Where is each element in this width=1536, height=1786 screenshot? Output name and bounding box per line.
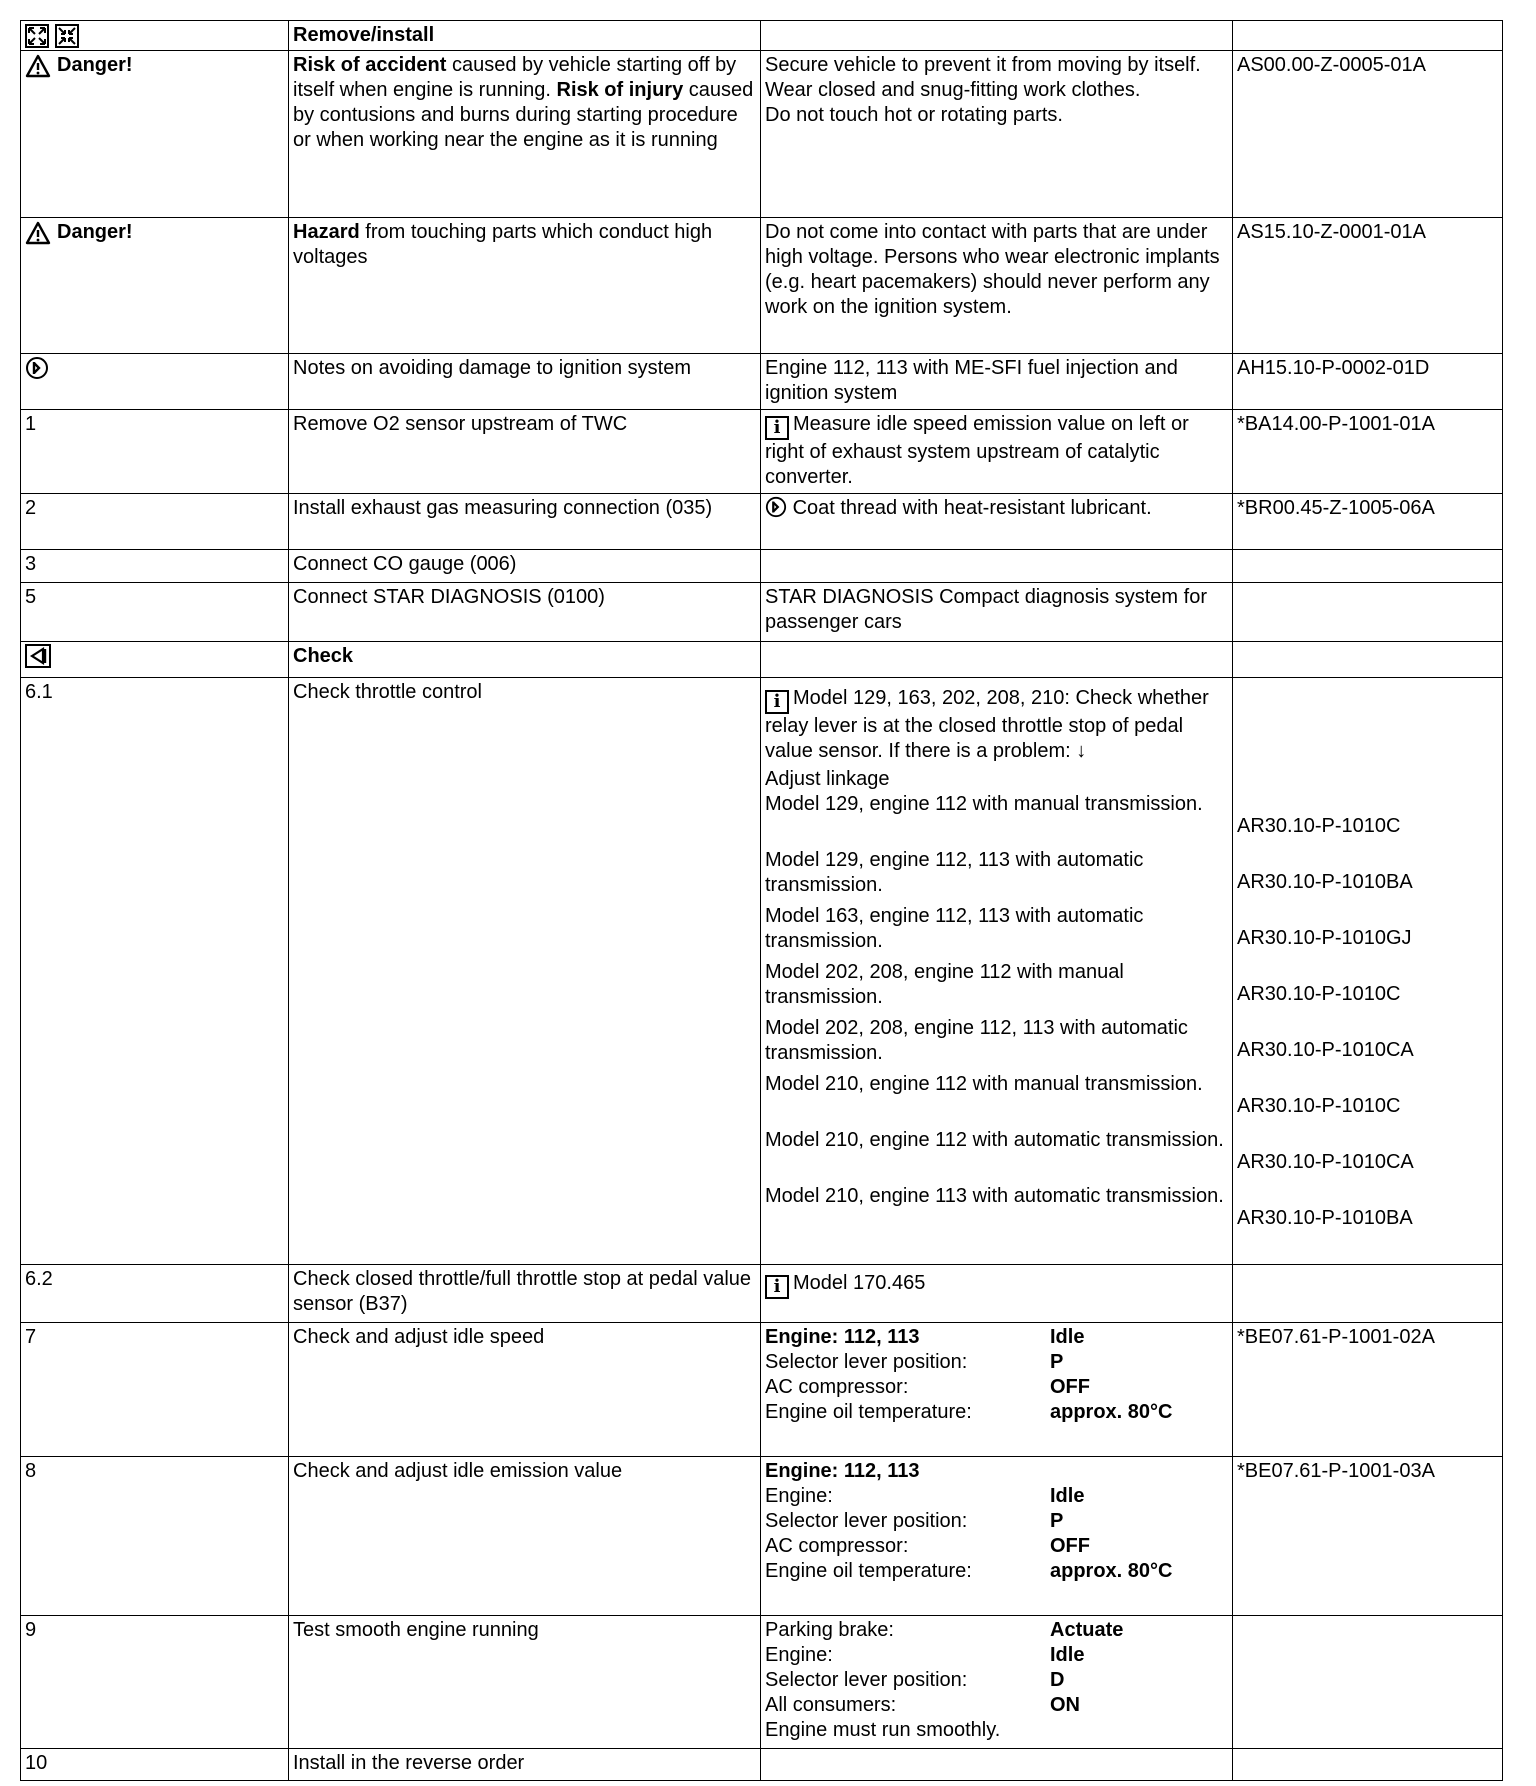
danger-row-voltage xyxy=(21,218,1503,354)
model-item: Model 210, engine 113 with automatic transmission. xyxy=(765,1185,1224,1207)
step-text: Connect CO gauge (006) xyxy=(289,550,761,583)
spec-key: AC compressor: xyxy=(765,1535,909,1557)
spec-key: Selector lever position: xyxy=(765,1510,968,1532)
step-row xyxy=(21,550,1503,583)
notes-reference: AH15.10-P-0002-01D xyxy=(1233,354,1503,410)
step-text: Check throttle control xyxy=(289,678,761,1265)
spec-value: OFF xyxy=(1050,1376,1090,1398)
step-row xyxy=(21,678,1503,1265)
adjust-linkage-label: Adjust linkage xyxy=(765,768,890,790)
spec-key: Selector lever position: xyxy=(765,1351,968,1373)
model-reference: AR30.10-P-1010C xyxy=(1237,1095,1401,1117)
spec-key: Engine: xyxy=(765,1644,833,1666)
step-text: Install exhaust gas measuring connection (035) xyxy=(289,494,761,550)
step-reference: *BR00.45-Z-1005-06A xyxy=(1233,494,1503,550)
section-title-check: Check xyxy=(289,642,761,678)
danger-reference: AS00.00-Z-0005-01A xyxy=(1233,51,1503,218)
check-flag-icon xyxy=(25,644,51,668)
step-row xyxy=(21,1616,1503,1749)
collapse-arrows-icon xyxy=(55,24,79,48)
danger-label: Danger! xyxy=(25,220,133,245)
step-number: 2 xyxy=(21,494,289,550)
step-text: Check closed throttle/full throttle stop at pedal value sensor (B37) xyxy=(289,1265,761,1323)
warning-triangle-icon xyxy=(25,54,51,78)
spec-value: ON xyxy=(1050,1694,1080,1716)
step-reference: *BA14.00-P-1001-01A xyxy=(1233,410,1503,494)
model-reference: AR30.10-P-1010CA xyxy=(1237,1039,1414,1061)
step-detail: i Measure idle speed emission value on left or right of exhaust system upstream of catalytic converter. xyxy=(761,410,1233,494)
step-detail: i Model 129, 163, 202, 208, 210: Check whether relay lever is at the closed throttle stop of pedal value sensor. If there is a problem: ↓ Adjust linkage Model 129, engine 112 with manual transmission. Model 129, engine 112, 113 with automatic transmission. Model 163, engine 112, 113 with automatic transmission. Model 202, 208, engine 112 with manual transmission. Model 202, 208, engine 112, 113 with automatic transmission. Model 210, engine 112 with manual transmission. Model 210, engine 112 with automatic transmission. Model 210, engine 113 with automatic transmission. xyxy=(761,678,1233,1265)
spec-value: approx. 80°C xyxy=(1050,1401,1173,1423)
spec-list xyxy=(765,1484,1228,1584)
step-number: 5 xyxy=(21,583,289,642)
danger-row-accident xyxy=(21,51,1503,218)
spec-heading: Engine: 112, 113 xyxy=(765,1460,920,1482)
spec-value: P xyxy=(1050,1351,1064,1373)
model-item: Model 202, 208, engine 112 with manual transmission. xyxy=(765,961,1124,1008)
step-row xyxy=(21,1323,1503,1457)
step-row xyxy=(21,1457,1503,1616)
step-number: 9 xyxy=(21,1616,289,1749)
step-text: Test smooth engine running xyxy=(289,1616,761,1749)
note-circle-icon xyxy=(25,356,49,380)
spec-value: OFF xyxy=(1050,1535,1090,1557)
spec-value: P xyxy=(1050,1510,1064,1532)
procedure-table xyxy=(20,20,1503,1781)
step-detail xyxy=(761,1457,1233,1616)
model-item: Model 129, engine 112 with manual transmission. xyxy=(765,793,1203,815)
spec-value: Idle xyxy=(1050,1485,1085,1507)
spec-key: AC compressor: xyxy=(765,1376,909,1398)
step-detail: i Model 170.465 xyxy=(761,1265,1233,1323)
section-title-remove-install: Remove/install xyxy=(289,21,761,51)
note-circle-icon xyxy=(765,496,787,518)
step-text: Connect STAR DIAGNOSIS (0100) xyxy=(289,583,761,642)
danger-description: Risk of accident caused by vehicle starting off by itself when engine is running. Risk of injury caused by contusions and burns during starting procedure or when working near the engine as it is running xyxy=(289,51,761,218)
step-row xyxy=(21,583,1503,642)
info-icon: i xyxy=(765,690,789,714)
step-row xyxy=(21,494,1503,550)
model-reference: AR30.10-P-1010BA xyxy=(1237,871,1413,893)
model-item: Model 210, engine 112 with manual transmission. xyxy=(765,1073,1203,1095)
step-detail xyxy=(761,1323,1233,1457)
model-item: Model 210, engine 112 with automatic transmission. xyxy=(765,1129,1224,1151)
danger-reference: AS15.10-Z-0001-01A xyxy=(1233,218,1503,354)
step-number: 1 xyxy=(21,410,289,494)
spec-key: Engine oil temperature: xyxy=(765,1401,972,1423)
step-reference: *BE07.61-P-1001-02A xyxy=(1233,1323,1503,1457)
spec-footer: Engine must run smoothly. xyxy=(765,1719,1001,1741)
step-text: Check and adjust idle emission value xyxy=(289,1457,761,1616)
danger-measures: Secure vehicle to prevent it from moving by itself. Wear closed and snug-fitting work clothes. Do not touch hot or rotating parts. xyxy=(761,51,1233,218)
step-row xyxy=(21,1265,1503,1323)
spec-key: Engine: xyxy=(765,1485,833,1507)
step-text: Install in the reverse order xyxy=(289,1749,761,1781)
step-text: Remove O2 sensor upstream of TWC xyxy=(289,410,761,494)
spec-key: Parking brake: xyxy=(765,1619,894,1641)
spec-list xyxy=(765,1325,1228,1425)
step-row xyxy=(21,410,1503,494)
warning-triangle-icon xyxy=(25,221,51,245)
spec-list xyxy=(765,1618,1228,1718)
step-number: 10 xyxy=(21,1749,289,1781)
step-number: 6.1 xyxy=(21,678,289,1265)
model-item: Model 202, 208, engine 112, 113 with automatic transmission. xyxy=(765,1017,1188,1064)
step-number: 3 xyxy=(21,550,289,583)
notes-row xyxy=(21,354,1503,410)
step-number: 7 xyxy=(21,1323,289,1457)
step-detail: STAR DIAGNOSIS Compact diagnosis system for passenger cars xyxy=(761,583,1233,642)
model-reference: AR30.10-P-1010C xyxy=(1237,983,1401,1005)
spec-value: approx. 80°C xyxy=(1050,1560,1173,1582)
step-reference xyxy=(1233,678,1503,1265)
model-reference: AR30.10-P-1010BA xyxy=(1237,1207,1413,1229)
step-detail: Coat thread with heat-resistant lubricant. xyxy=(761,494,1233,550)
model-item: Model 163, engine 112, 113 with automatic transmission. xyxy=(765,905,1144,952)
step-text: Check and adjust idle speed xyxy=(289,1323,761,1457)
model-list xyxy=(765,792,1228,1240)
spec-value: Idle xyxy=(1050,1644,1085,1666)
step-row xyxy=(21,1749,1503,1781)
danger-label: Danger! xyxy=(25,53,133,78)
danger-measures: Do not come into contact with parts that are under high voltage. Persons who wear electronic implants (e.g. heart pacemakers) should never perform any work on the ignition system. xyxy=(761,218,1233,354)
remove-install-icons xyxy=(21,21,289,51)
notes-detail: Engine 112, 113 with ME-SFI fuel injection and ignition system xyxy=(761,354,1233,410)
spec-value: Actuate xyxy=(1050,1619,1124,1641)
model-item: Model 129, engine 112, 113 with automatic transmission. xyxy=(765,849,1144,896)
spec-key: Engine: 112, 113 xyxy=(765,1326,920,1348)
info-icon: i xyxy=(765,416,789,440)
notes-text: Notes on avoiding damage to ignition system xyxy=(289,354,761,410)
spec-key: All consumers: xyxy=(765,1694,897,1716)
expand-arrows-icon xyxy=(25,24,49,48)
danger-description: Hazard from touching parts which conduct high voltages xyxy=(289,218,761,354)
model-reference: AR30.10-P-1010C xyxy=(1237,815,1401,837)
spec-value: Idle xyxy=(1050,1326,1085,1348)
step-number: 8 xyxy=(21,1457,289,1616)
spec-key: Engine oil temperature: xyxy=(765,1560,972,1582)
model-reference: AR30.10-P-1010GJ xyxy=(1237,927,1412,949)
model-reference: AR30.10-P-1010CA xyxy=(1237,1151,1414,1173)
step-detail xyxy=(761,1616,1233,1749)
step-reference: *BE07.61-P-1001-03A xyxy=(1233,1457,1503,1616)
step-number: 6.2 xyxy=(21,1265,289,1323)
section-row-check xyxy=(21,642,1503,678)
spec-key: Selector lever position: xyxy=(765,1669,968,1691)
section-row-remove-install xyxy=(21,21,1503,51)
model-reference-list xyxy=(1237,814,1498,1262)
spec-value: D xyxy=(1050,1669,1065,1691)
info-icon: i xyxy=(765,1275,789,1299)
